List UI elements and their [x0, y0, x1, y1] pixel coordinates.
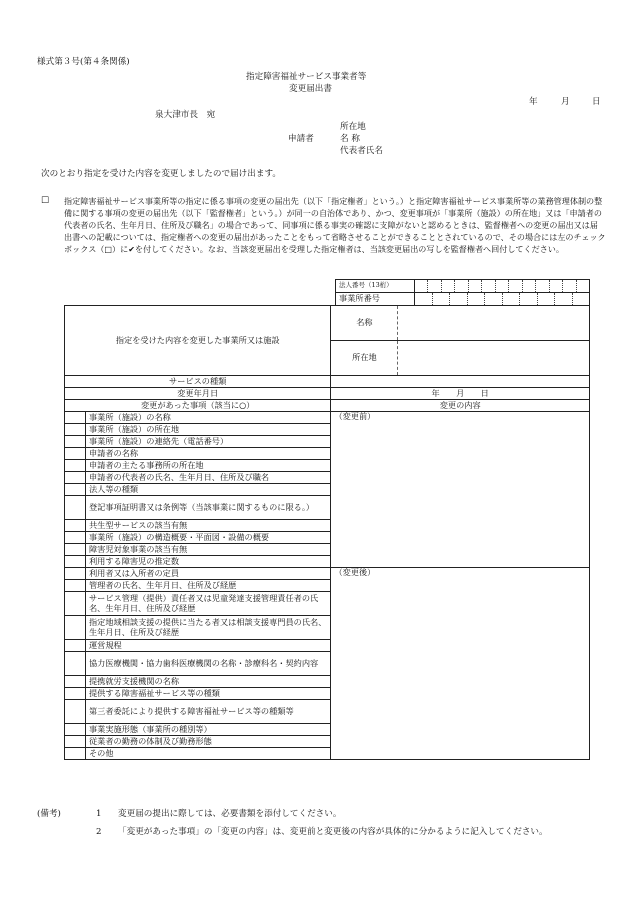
number-table: [335, 279, 590, 306]
service-type-input[interactable]: [331, 376, 590, 388]
item-mark[interactable]: [65, 424, 86, 436]
changed-item: 申請者の名称: [85, 448, 330, 460]
changed-item: 利用する障害児の推定数: [85, 556, 330, 568]
applicant-name-label: 名 称: [340, 134, 360, 144]
date-day: 日: [592, 97, 601, 107]
item-mark[interactable]: [65, 676, 86, 688]
item-mark[interactable]: [65, 580, 86, 592]
item-mark[interactable]: [65, 724, 86, 736]
item-mark[interactable]: [65, 460, 86, 472]
item-mark[interactable]: [65, 520, 86, 532]
changed-item: 提供する障害福祉サービス等の種類: [85, 688, 330, 700]
changed-item: 協力医療機関・協力歯科医療機関の名称・診療科名・契約内容: [85, 652, 330, 676]
changed-item: 登記事項証明書又は条例等（当該事業に関するものに限る。）: [85, 496, 330, 520]
changed-item: 提携就労支援機関の名称: [85, 676, 330, 688]
changed-item: 事業所（施設）の連絡先（電話番号）: [85, 436, 330, 448]
applicant-rep-label: 代表者氏名: [340, 146, 383, 156]
item-mark[interactable]: [65, 592, 86, 616]
changed-item: サービス管理（提供）責任者又は児童発達支援管理責任者の氏名、生年月日、住所及び経歴: [85, 592, 330, 616]
facility-label: 指定を受けた内容を変更した事業所又は施設: [65, 306, 331, 376]
office-number-field[interactable]: [415, 293, 590, 306]
changed-items-header: 変更があった事項（該当に○）: [65, 400, 331, 412]
after-label: （変更後）: [334, 567, 376, 577]
item-mark[interactable]: [65, 556, 86, 568]
office-number-label: 事業所番号: [336, 293, 415, 306]
changed-item: 法人等の種類: [85, 484, 330, 496]
change-table: [64, 305, 590, 760]
form-number: 様式第３号(第４条関係): [37, 57, 130, 67]
location-label: 所在地: [331, 341, 398, 375]
item-mark[interactable]: [65, 736, 86, 748]
date-year: 年: [529, 97, 538, 107]
addressee: 泉大津市長 宛: [155, 110, 216, 120]
changed-item: 事業実施形態（事業所の種別等）: [85, 724, 330, 736]
service-type-label: サービスの種類: [65, 376, 331, 388]
item-mark[interactable]: [65, 640, 86, 652]
changed-item: 第三者委託により提供する障害福祉サービス等の種類等: [85, 700, 330, 724]
changed-item: 利用者又は入所者の定員: [85, 568, 330, 580]
notice-checkbox[interactable]: □: [41, 195, 50, 205]
change-content-header: 変更の内容: [331, 400, 590, 412]
change-date-value[interactable]: 年 月 日: [331, 388, 590, 400]
item-mark[interactable]: [65, 688, 86, 700]
changed-item: 障害児対象事業の該当有無: [85, 544, 330, 556]
item-mark[interactable]: [65, 484, 86, 496]
date-month: 月: [561, 97, 570, 107]
after-content[interactable]: [331, 568, 590, 760]
changed-item: 事業所（施設）の名称: [85, 412, 330, 424]
changed-item: 事業所（施設）の所在地: [85, 424, 330, 436]
changed-item: 共生型サービスの該当有無: [85, 520, 330, 532]
applicant-label: 申請者: [288, 134, 314, 144]
item-mark[interactable]: [65, 436, 86, 448]
form-title-line2: 変更届出書: [289, 84, 332, 94]
changed-item: その他: [85, 748, 330, 760]
before-label: （変更前）: [334, 411, 376, 421]
facility-name-cell: [331, 306, 590, 341]
changed-item: 管理者の氏名、生年月日、住所及び経歴: [85, 580, 330, 592]
item-mark[interactable]: [65, 448, 86, 460]
changed-item: 申請者の主たる事務所の所在地: [85, 460, 330, 472]
item-mark[interactable]: [65, 472, 86, 484]
note2-text: 「変更があった事項」の「変更の内容」は、変更前と変更後の内容が具体的に分かるように記入してください。: [118, 827, 548, 837]
changed-item: 事業所（施設）の構造概要・平面図・設備の概要: [85, 532, 330, 544]
item-mark[interactable]: [65, 616, 86, 640]
item-mark[interactable]: [65, 652, 86, 676]
item-mark[interactable]: [65, 544, 86, 556]
intro-text: 次のとおり指定を受けた内容を変更しましたので届け出ます。: [41, 169, 281, 179]
before-content[interactable]: [331, 412, 590, 568]
note1-number: 1: [96, 809, 102, 819]
name-label: 名称: [331, 306, 398, 340]
item-mark[interactable]: [65, 748, 86, 760]
item-mark[interactable]: [65, 532, 86, 544]
item-mark[interactable]: [65, 496, 86, 520]
notes-label: (備考): [37, 809, 61, 819]
item-mark[interactable]: [65, 412, 86, 424]
change-date-label: 変更年月日: [65, 388, 331, 400]
note2-number: 2: [96, 827, 102, 837]
changed-item: 従業者の勤務の体制及び勤務形態: [85, 736, 330, 748]
facility-location-cell: [331, 341, 590, 376]
changed-item: 運営規程: [85, 640, 330, 652]
item-mark[interactable]: [65, 700, 86, 724]
corp-number-field[interactable]: [415, 280, 590, 293]
changed-item: 指定地域相談支援の提供に当たる者又は相談支援専門員の氏名、生年月日、住所及び経歴: [85, 616, 330, 640]
form-title-line1: 指定障害福祉サービス事業者等: [246, 72, 367, 82]
changed-item: 申請者の代表者の氏名、生年月日、住所及び職名: [85, 472, 330, 484]
item-mark[interactable]: [65, 568, 86, 580]
notice-text: 指定障害福祉サービス事業所等の指定に係る事項の変更の届出先（以下「指定権者」という。）と指定障害福祉サービス事業所等の業務管理体制の整備に関する事項の変更の届出先（以下「監督権者」という。）が同一の自治体であり、かつ、変更事項が「事業所（施設）の所在地」又は「申請者の代表者の氏名、生年月日、住所及び職名」の場合であって、同事項に係る事実の確認に支障がないと認めるときは、監督権者への変更の届出又は届出書への記載については、指定権者への変更の届出があったことをもって省略させることができることとされているので、その場合には左のチェックボックス（□）に✔を付してください。なお、当該変更届出を受理した指定権者は、当該変更届出の写しを監督権者へ回付してください。: [64, 196, 606, 254]
corp-number-label: 法人番号（13桁）: [336, 280, 415, 293]
applicant-address-label: 所在地: [340, 122, 366, 132]
note1-text: 変更届の提出に際しては、必要書類を添付してください。: [118, 809, 342, 819]
